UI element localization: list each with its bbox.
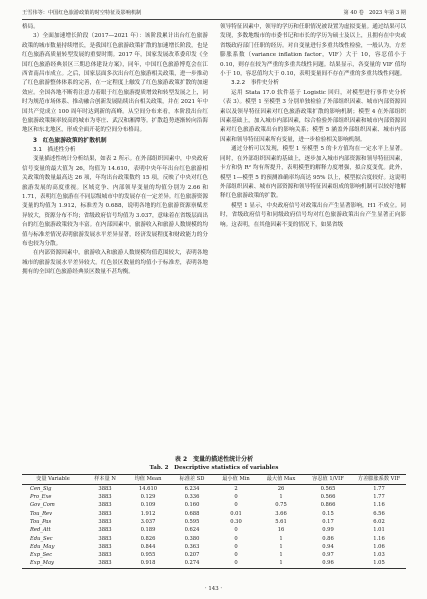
table-cell: 0 — [234, 543, 238, 550]
table-title-en: Tab. 2 Descriptive statistics of variables — [149, 465, 279, 471]
table-cell: 0.109 — [140, 502, 156, 509]
table-cell: 1 — [279, 552, 283, 559]
table-cell: 0.129 — [140, 494, 156, 501]
table-cell: 2 — [234, 485, 238, 492]
table-cell: 1.77 — [373, 485, 385, 492]
table-cell: 6.234 — [184, 485, 200, 492]
variable-name-cell: Tou_Rev — [30, 510, 53, 517]
table-cell: 1.77 — [373, 494, 385, 501]
table-cell: 3.037 — [140, 518, 156, 525]
variable-name-cell: Gov_Com — [30, 502, 55, 509]
table-cell: 0.866 — [320, 502, 336, 509]
table-cell: 14.610 — [138, 485, 158, 492]
table-cell: 0.336 — [184, 494, 200, 501]
table-cell: 1 — [279, 494, 283, 501]
variable-name-cell: Exp_Sec — [30, 552, 53, 559]
column-header: 容忍值 1/VIF — [304, 475, 352, 485]
page-number: · 143 · — [204, 586, 223, 592]
table-cell: 0.97 — [322, 552, 334, 559]
table-row — [22, 560, 406, 569]
right-column — [220, 23, 406, 230]
paragraph: 变量描述性统计分析结果，如表 2 所示。在外部组织因素中，中央政府信号变量的最大值为 26，均值为 14.610，表明中央年年出台红色旅游相关政策的数量最高达 26 项，年均出台政策数约 15 项，反映了中央对红色旅游发展的高度重视。区域竞争、内部领导变量的均值分别为 2.66 和 1.71，表明红色旅游在不同层级城市中的发展存在一定差异。红色旅游资源变量的均值为 1.912，标准差为 0.688，说明各地的红色旅游资源禀赋差异较大，资源分布不均；省级政府信号均值为 3.037，意味着在省级层面出台的红色旅游政策较为丰富。在内部因素中，旅游收入和旅游人数规模的均值与标准差情况表明旅游发展水平差异显著，经济发展程度和财政能力的分布也较为分散。 — [22, 156, 208, 247]
table-row — [22, 527, 406, 535]
table-cell: 3883 — [98, 518, 112, 525]
paragraph: 通过分析可以发现，模型 1 至模型 5 的卡方值均在一定水平上显著。同时，在外部组织因素的基础上，逐步加入城市内部资源和领导特征因素，卡方和伪 R² 均有所提升，表明模型的解释力度增强，拟合度变优。此外，模型 1—模型 5 的预测准确率均高达 95% 以上，模型拟合度较好。这说明外部组织因素、城市内部资源和领导特征因素组成的影响机制可以较好地解释红色旅游政策的扩散。 — [220, 146, 406, 200]
table-cell: 0.918 — [126, 560, 170, 569]
table-cell: 0 — [234, 552, 238, 559]
variable-name-cell: Tou_Pas — [30, 518, 52, 525]
paragraph: 模型 1 显示，中央政府信号对政策出台产生显著影响，H1 不成立。同时，省级政府信号和同级政府信号均对红色旅游政策出台产生显著正向影响。这表明，在其他因素不变的情况下，如果省级 — [220, 202, 406, 228]
table-cell: 0.380 — [184, 535, 200, 542]
table-cell: 0.207 — [184, 552, 200, 559]
table-body — [22, 485, 406, 569]
table-cell: 0 — [234, 527, 238, 534]
table-cell: 3883 — [98, 535, 112, 542]
table-cell: 1.912 — [140, 510, 156, 517]
table-cell: 3883 — [98, 494, 112, 501]
variable-name-cell: Edu_May — [30, 543, 55, 550]
table-cell: 0.363 — [184, 543, 200, 550]
table-cell: 0.86 — [322, 535, 334, 542]
table-cell: 1.16 — [373, 502, 385, 509]
table-cell: 0.189 — [140, 527, 156, 534]
table-cell: 0.844 — [140, 543, 156, 550]
table-row — [22, 518, 406, 526]
table-cell: 1.05 — [352, 560, 406, 569]
column-header: 样本量 N — [84, 475, 126, 485]
table-cell: 1.01 — [373, 527, 385, 534]
table-cell: 0 — [234, 502, 238, 509]
header-volume-issue: 第 40 卷 2023 年第 3 期 — [343, 10, 406, 16]
variable-name-cell: Exp_May — [22, 560, 84, 569]
table-cell: 0.15 — [322, 510, 334, 517]
table-cell: 26 — [277, 485, 285, 492]
table-row — [22, 485, 406, 494]
subsection-heading: 3.1 描述性分析 — [33, 146, 76, 153]
table-cell: 0.01 — [230, 510, 242, 517]
table-cell: 0.688 — [184, 510, 200, 517]
table-cell: 0.30 — [230, 518, 242, 525]
paragraph: 在内部资源因素中，旅游收入和旅游人数规模均值范围较大，表明各地城市的旅游发展水平差异较大。红色景区数量的均值小于标准差，表明各地拥有的全国红色旅游经典景区数量不甚均衡。 — [22, 250, 208, 276]
table-cell: 0.75 — [275, 502, 287, 509]
table-cell: 0.566 — [320, 494, 336, 501]
table-row — [22, 535, 406, 543]
table-cell: 3883 — [98, 543, 112, 550]
table-cell: 3883 — [98, 552, 112, 559]
paragraph: 领导特征因素中，领导的学历和任职情况被设置为虚拟变量。通过结果可以发现，多数地级市的市委书记和市长的学历为硕士及以上，且拥有在中央或省级政府部门任职的经历。对自变量进行多重共线性检验，一般认为，方差膨胀系数（variance inflation factor，VIF）大于 10，容忍值小于 0.10，则存在较为严重的多重共线性问题。结果显示，各变量的 VIF 值均小于 10，容忍值均大于 0.10，表明变量间不存在严重的多重共线性问题。 — [220, 24, 406, 78]
table-cell: 0.595 — [184, 518, 200, 525]
table-cell: 0.624 — [184, 527, 200, 534]
table-row — [22, 502, 406, 510]
column-header: 最小值 Min — [214, 475, 258, 485]
table-cell: 1.06 — [373, 543, 385, 550]
descriptive-statistics-table — [22, 455, 406, 569]
table-cell: 0.826 — [140, 535, 156, 542]
variable-name-cell: Pro_Exe — [30, 494, 52, 501]
data-table — [22, 474, 406, 569]
table-cell: 1.03 — [373, 552, 385, 559]
paragraph: 运用 Stata 17.0 软件基于 Logistic 回归，对模型进行事件史分析（表 3）。模型 1 至模型 3 分别单独检验了外部组织因素、城市内部资源因素以及领导特征因素对红色旅游政策扩散的影响机制；模型 4 在外部组织因素基础上，加入城市内部因素，综合检验外部组织因素和城市内部资源因素对红色旅游政策出台的影响关系；模型 5 涵盖外部组织因素、城市内部因素和领导特征因素所有变量，进一步检验相关影响机制。 — [220, 89, 406, 143]
column-header: 最大值 Max — [258, 475, 304, 485]
paragraph: 格局。 — [22, 24, 39, 30]
table-cell: 0 — [214, 560, 258, 569]
table-cell: 0 — [234, 535, 238, 542]
table-cell: 0.94 — [322, 543, 334, 550]
column-header: 标准差 SD — [170, 475, 214, 485]
table-cell: 0.160 — [184, 502, 200, 509]
header-journal-title: 王雪伟等：中国红色旅游政策的时空特征及影响机制 — [22, 10, 142, 16]
table-row — [22, 552, 406, 560]
table-cell: 1 — [279, 543, 283, 550]
section-heading: 3 红色旅游政策的扩散机制 — [33, 137, 107, 144]
table-header-row — [22, 475, 406, 485]
column-header: 均值 Mean — [126, 475, 170, 485]
running-header — [22, 8, 406, 20]
table-cell: 3883 — [98, 527, 112, 534]
table-cell: 3883 — [84, 560, 126, 569]
table-row — [22, 510, 406, 518]
table-row — [22, 543, 406, 551]
table-cell: 0.99 — [322, 527, 334, 534]
table-cell: 0.96 — [304, 560, 352, 569]
variable-name-cell: Edu_Sec — [30, 535, 53, 542]
table-row — [22, 494, 406, 502]
subsection-heading: 3.2.2 事件史分析 — [231, 80, 279, 87]
column-header: 变量 Variable — [22, 475, 84, 485]
table-cell: 3883 — [98, 485, 112, 492]
variable-name-cell: Cen_Sig — [30, 485, 52, 492]
table-cell: 0 — [234, 494, 238, 501]
table-cell: 0.955 — [140, 552, 156, 559]
column-header: 方差膨胀系数 VIF — [352, 475, 406, 485]
table-cell: 1 — [279, 535, 283, 542]
table-cell: 6.02 — [373, 518, 385, 525]
paragraph: 3）全面加速增长阶段（2017—2021 年）：该阶段累计出台红色旅游政策的城市数量持续增长，是我国红色旅游政策扩散的加速增长阶段，也是红色旅游高质量转型发展的重要时期。2017 年，国家发展改革委印发《全国红色旅游经典景区三期总体建设方案》，同年，中国红色旅游博览会在江西省南昌市成立。之后，国家层面多次出台红色旅游相关政策，进一步推动了红色旅游整体体系的完善，在一定程度上触发了红色旅游政策扩散的加速效应。全国各地不断将注意力着眼于红色旅游提质增效和转型发展之上，同时为规范市场体系、推动融合创新发展陆续出台相关政策，并在 2021 年中国共产党成立 100 周年时达到新的高峰。从空间分布来看，本阶段出台红色旅游政策频率较高的城市为枣庄、武汉和湘潭等。扩散趋势逐渐转向沿海地区和东北地区，形成全面开花的空间分布格局。 — [22, 33, 208, 134]
table-cell: 0.17 — [322, 518, 334, 525]
table-title-cn: 表 2 变量的描述性统计分析 — [174, 456, 254, 463]
table-cell: 6.56 — [373, 510, 385, 517]
table-cell: 3883 — [98, 502, 112, 509]
table-cell: 3883 — [98, 510, 112, 517]
table-cell: 3.66 — [275, 510, 287, 517]
left-column — [22, 23, 208, 278]
table-cell: 16 — [277, 527, 285, 534]
variable-name-cell: Red_Att — [30, 527, 51, 534]
table-cell: 0.274 — [170, 560, 214, 569]
table-cell: 1 — [258, 560, 304, 569]
table-cell: 1.16 — [373, 535, 385, 542]
table-cell: 0.565 — [320, 485, 336, 492]
table-cell: 5.61 — [275, 518, 287, 525]
